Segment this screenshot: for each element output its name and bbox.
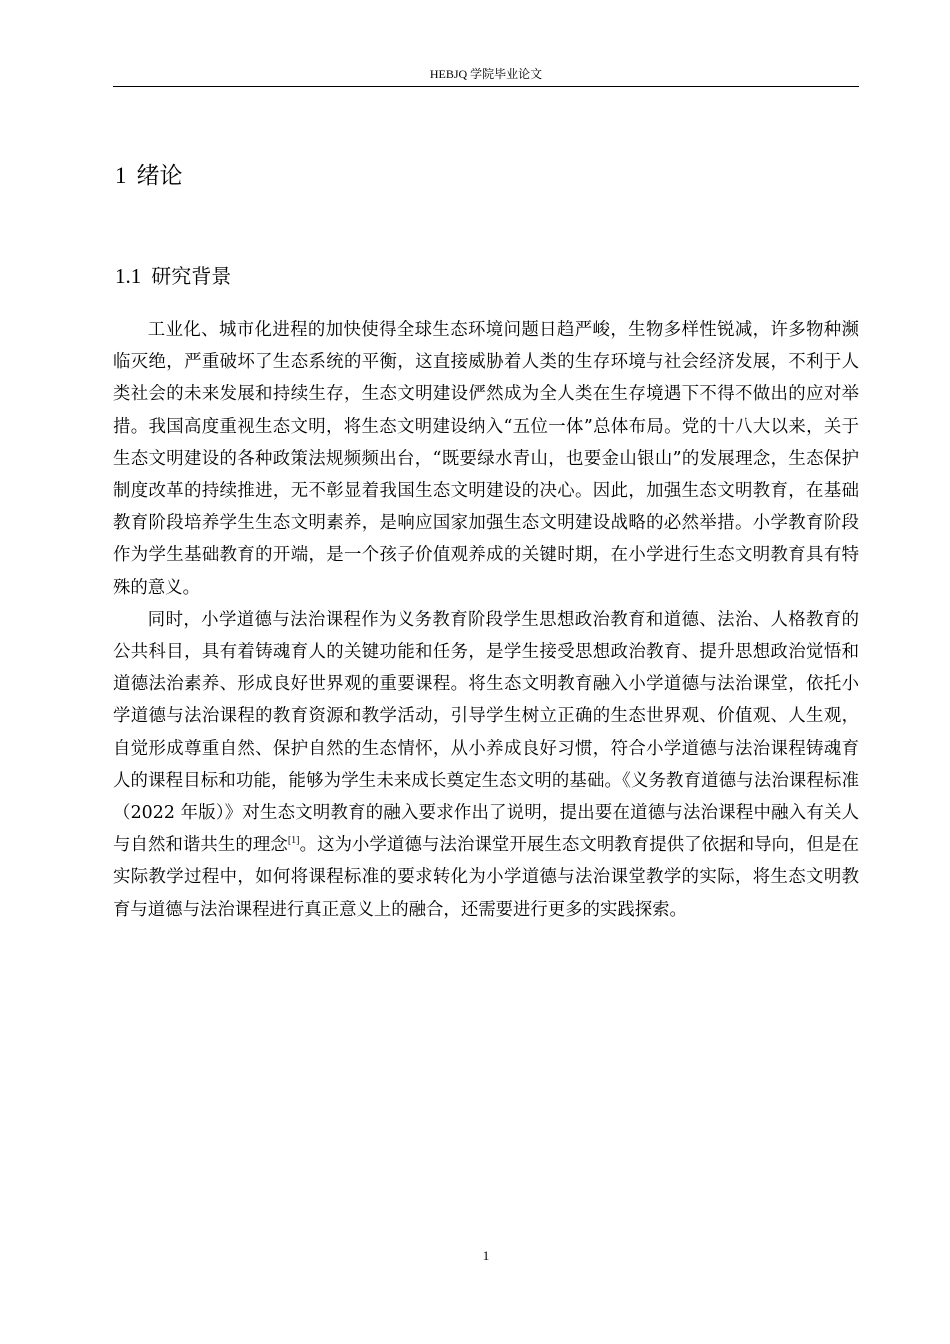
body-text <box>113 314 859 926</box>
chapter-heading <box>115 160 183 192</box>
header-rule <box>113 86 859 87</box>
chapter-number: 1 <box>115 163 127 188</box>
citation-reference[interactable]: [1] <box>287 835 300 847</box>
paragraph: 工业化、城市化进程的加快使得全球生态环境问题日趋严峻，生物多样性锐减，许多物种濒临灭绝，严重破坏了生态系统的平衡，这直接威胁着人类的生存环境与社会经济发展，不利于人类社会的未来发展和持续生存，生态文明建设俨然成为全人类在生存境遇下不得不做出的应对举措。我国高度重视生态文明，将生态文明建设纳入“五位一体”总体布局。党的十八大以来，关于生态文明建设的各种政策法规频频出台，“既要绿水青山，也要金山银山”的发展理念，生态保护制度改革的持续推进，无不彰显着我国生态文明建设的决心。因此，加强生态文明教育，在基础教育阶段培养学生生态文明素养，是响应国家加强生态文明建设战略的必然举措。小学教育阶段作为学生基础教育的开端，是一个孩子价值观养成的关键时期，在小学进行生态文明教育具有特殊的意义。 <box>113 320 859 598</box>
paragraph-text: 同时，小学道德与法治课程作为义务教育阶段学生思想政治教育和道德、法治、人格教育的公共科目，具有着铸魂育人的关键功能和任务，是学生接受思想政治教育、提升思想政治觉悟和道德法治素养、形成良好世界观的重要课程。将生态文明教育融入小学道德与法治课堂，依托小学道德与法治课程的教育资源和教学活动，引导学生树立正确的生态世界观、价值观、人生观，自觉形成尊重自然、保护自然的生态情怀，从小养成良好习惯，符合小学道德与法治课程铸魂育人的课程目标和功能，能够为学生未来成长奠定生态文明的基础。《义务教育道德与法治课程标准（2022 年版）》对生态文明教育的融入要求作出了说明，提出要在道德与法治课程中融入有关人与自然和谐共生的理念 <box>113 609 859 856</box>
chapter-title: 绪论 <box>136 163 183 189</box>
page-number: 1 <box>482 1248 490 1263</box>
paragraph-text: 。这为小学道德与法治课堂开展生态文明教育提供了依据和导向，但是在实际教学过程中，如何将课程标准的要求转化为小学道德与法治课堂教学的实际，将生态文明教育与道德与法治课程进行真正意义上的融合，还需要进行更多的实践探索。 <box>113 835 859 920</box>
section-number: 1.1 <box>115 264 142 288</box>
running-header: HEBJQ 学院毕业论文 <box>429 67 543 81</box>
paragraph <box>113 604 859 926</box>
section-heading <box>115 261 231 291</box>
section-title: 研究背景 <box>151 264 232 288</box>
